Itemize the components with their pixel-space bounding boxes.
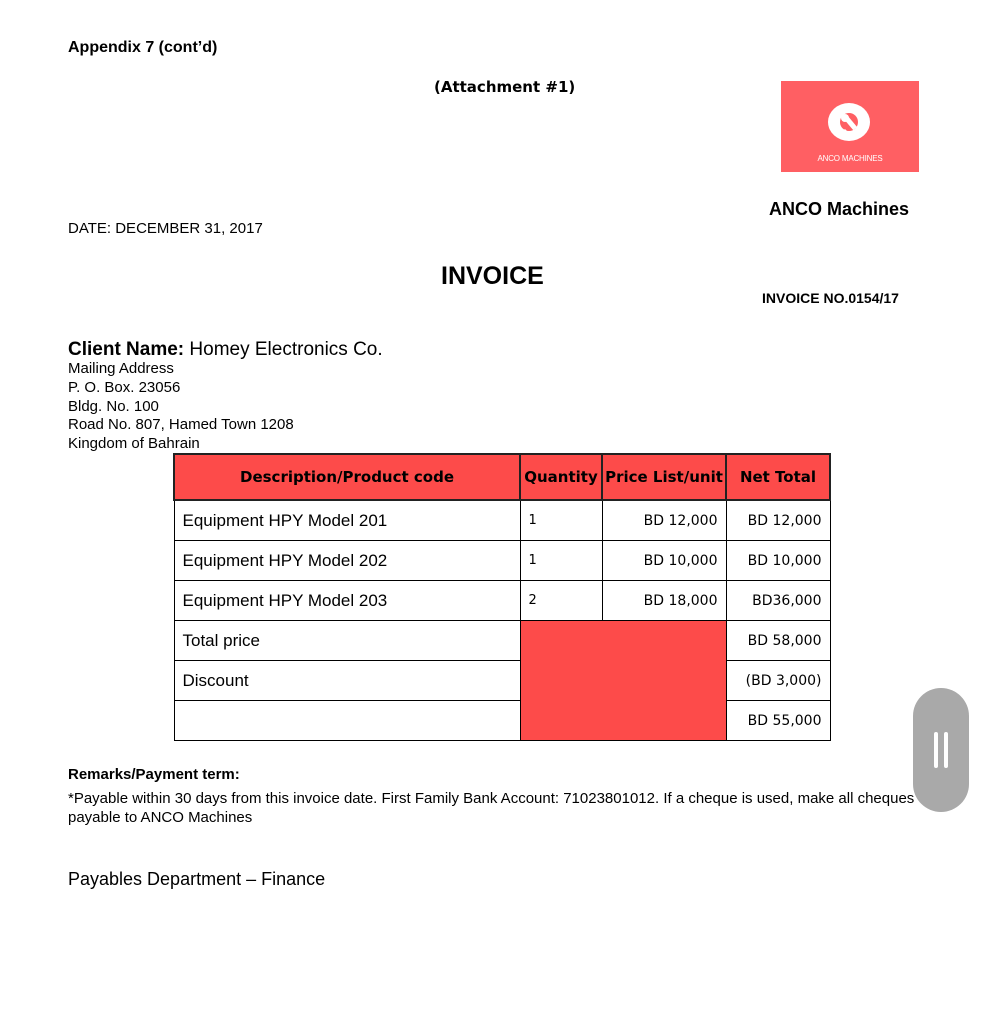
address-line: Road No. 807, Hamed Town 1208: [68, 416, 294, 433]
item-description: Equipment HPY Model 202: [174, 541, 520, 581]
item-quantity: 1: [520, 500, 602, 541]
remarks-text: *Payable within 30 days from this invoice date. First Family Bank Account: 71023801012. If a cheque is used, make all cheques payable to ANCO Machines: [68, 790, 915, 826]
invoice-title: INVOICE: [441, 262, 544, 290]
address-line: Kingdom of Bahrain: [68, 435, 200, 452]
col-header-net-total: Net Total: [726, 454, 830, 500]
department-signature: Payables Department – Finance: [68, 869, 326, 889]
client-name-label: Client Name:: [68, 339, 185, 360]
summary-label: [174, 701, 520, 741]
address-line: P. O. Box. 23056: [68, 379, 181, 396]
summary-row: [174, 661, 830, 701]
summary-filler: [520, 621, 726, 741]
table-row: [174, 581, 830, 621]
invoice-date: DATE: DECEMBER 31, 2017: [68, 220, 263, 237]
item-quantity: 2: [520, 581, 602, 621]
attachment-label: (Attachment #1): [434, 78, 576, 96]
item-description: Equipment HPY Model 203: [174, 581, 520, 621]
item-price: BD 12,000: [602, 500, 726, 541]
total-price-value: BD 58,000: [726, 621, 830, 661]
scroll-handle[interactable]: [913, 688, 969, 812]
invoice-number: INVOICE NO.0154/17: [762, 290, 899, 306]
item-price: BD 18,000: [602, 581, 726, 621]
address-line: Mailing Address: [68, 360, 174, 377]
logo-text: ANCO MACHINES: [817, 154, 883, 163]
item-net-total: BD 12,000: [726, 500, 830, 541]
summary-label: Discount: [174, 661, 520, 701]
summary-row: [174, 621, 830, 661]
item-price: BD 10,000: [602, 541, 726, 581]
client-name-line: [68, 339, 383, 361]
item-quantity: 1: [520, 541, 602, 581]
address-line: Bldg. No. 100: [68, 398, 159, 415]
company-logo: [781, 81, 919, 172]
col-header-quantity: Quantity: [520, 454, 602, 500]
table-row: [174, 500, 830, 541]
appendix-heading: Appendix 7 (cont’d): [68, 39, 218, 56]
invoice-table: [173, 453, 831, 741]
company-name: ANCO Machines: [769, 199, 910, 219]
table-row: [174, 541, 830, 581]
grand-total-value: BD 55,000: [726, 701, 830, 741]
discount-value: (BD 3,000): [726, 661, 830, 701]
wrench-icon: [828, 103, 870, 141]
client-name: Homey Electronics Co.: [189, 339, 383, 360]
item-net-total: BD36,000: [726, 581, 830, 621]
item-description: Equipment HPY Model 201: [174, 500, 520, 541]
col-header-description: Description/Product code: [174, 454, 520, 500]
summary-row: [174, 701, 830, 741]
remarks-heading: Remarks/Payment term:: [68, 766, 240, 783]
col-header-price: Price List/unit: [602, 454, 726, 500]
summary-label: Total price: [174, 621, 520, 661]
table-header-row: [174, 454, 830, 500]
item-net-total: BD 10,000: [726, 541, 830, 581]
